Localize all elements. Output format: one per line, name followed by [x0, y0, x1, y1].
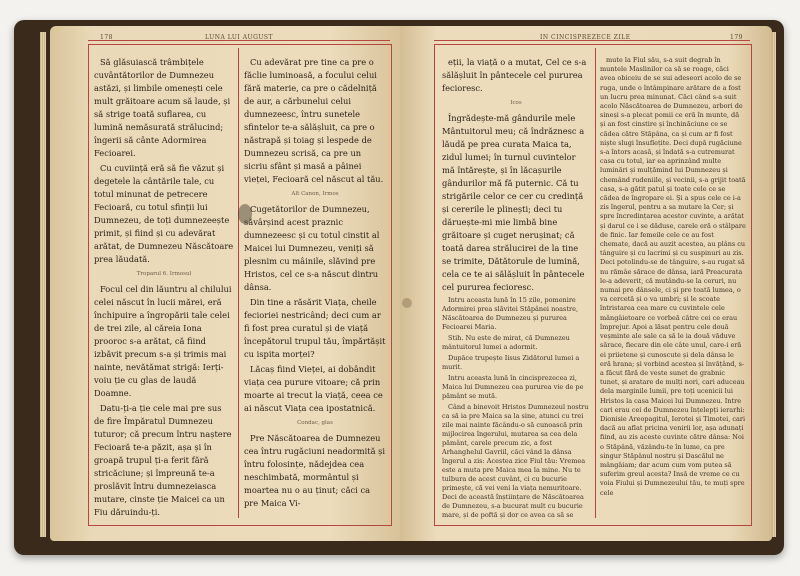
right-column-2: [600, 56, 746, 500]
rubric-title: Icos: [510, 100, 522, 106]
paragraph: Lăcaș fiind Vieței, ai dobândit viața cea purure vitoare; că prin moarte ai trecut la viață, ceea ce ai născut Viața cea ipostatnică.: [244, 364, 383, 413]
rubric-note: Troparul 6. Irmosul: [136, 271, 192, 277]
left-column-2: [244, 56, 386, 512]
small-paragraph: Când a binevoit Hristos Dumnezeul nostru ca să ia pre Maica sa la sine, atunci cu trei zile mai nainte făcându-o să cunoască prin mijlocirea îngerului, mutarea sa cea dela pământ, carele precum zic, a fost Arhanghelul Gavriil, căci vând la dânsa îngerul a zis: Acestea zice Fiul tău: Vremea este a muta pre Maica mea la mine. Nu te tulbura de acest cuvânt, ci cu bucurie primește, că vei veni la viața nemuritoare. Deci de această înștiințare de Născătoarea de Dumnezeu, s-a bucurat mult cu bucurie mare, și de poftă și dor ce avea ca să se: [442, 403, 589, 519]
right-page: [400, 26, 772, 541]
right-column-1: [442, 56, 590, 522]
paragraph: Îngrădește-mă gândurile mele Mântuitorul meu; că îndrăznesc a lăudă pe prea curata Maica ta, zidul lumei; în turnul cuvintelor mă întărește, și în lăcașurile gândurilor mă fă puternic. Că tu strigările celor ce cer cu credință și cererile le plinești; deci tu dăruește-mi mie limbă bine grăitoare și cuget nerușinat; că toată darea strălucirei de la tine se trimite, Dătătorule de lumină, cela ce te ai sălășluit în pântecele cel pururea fecioresc.: [442, 113, 585, 292]
left-header-title: LUNA LUI AUGUST: [205, 34, 274, 41]
left-page-number: 178: [100, 34, 113, 41]
paragraph: Focul cel din lăuntru al chilului celei născut în lucii mărei, eră închipuire a îngropării tale celei de trei zile, al căreia Iona prooroc s-a arătat, că fiind izbăvit precum s-a și trimis mai nainte, nevătămat strigă: Ierți-voiu ție cu glas de laudă Doamne.: [94, 284, 232, 398]
small-paragraph: Dupăce trupește Iisus Zidătorul lumei a murit.: [442, 354, 580, 371]
page-stain: [402, 298, 412, 308]
rubric-note: Alt Canon, Irmos: [291, 191, 339, 197]
page-edges-left: [40, 32, 46, 537]
left-column-divider: [238, 48, 239, 518]
right-column-divider: [595, 48, 596, 518]
small-paragraph: Stih. Nu este de mirat, că Dumnezeu mântuitorul lumei a adormit.: [442, 334, 570, 351]
left-column-1: [94, 56, 234, 521]
paragraph: Din tine a răsărit Viața, cheile fecioriei nestricând; deci cum ar fi fost prea curatul și de viață începătorul trupul tău, împărtășit cu ispita morței?: [244, 297, 386, 359]
paragraph: eții, la viață o a mutat, Cel ce s-a sălășluit în pântecele cel pururea fecioresc.: [442, 57, 587, 93]
small-paragraph: Intru aceasta lună în cincisprezecea zi, Maica lui Dumnezeu cea pururea vie de pe pământ se mută.: [442, 374, 584, 400]
paragraph: Cu adevărat pre tine ca pre o făclie luminoasă, a focului celui fără materie, ca pre o cădelniță de aur, a cărbunelui celui dumnezeesc, întru sunetele sfintelor te-a sălășluit, ca pre o năstrapă și toiag și lespede de Dumnezeu scrisă, ca pre un sicriu sfânt și masă a pâinei vieței, Fecioară cel născut al tău.: [244, 57, 384, 184]
ink-smudge: [238, 204, 252, 224]
paragraph: Cugetătorilor de Dumnezeu, săvârșind acest praznic dumnezeesc și cu totul cinstit al Maicei lui Dumnezeu, veniți să plesnim cu mâinile, slăvind pre Hristos, cel ce s-a născut dintru dânsa.: [244, 204, 380, 292]
paragraph: Pre Născătoarea de Dumnezeu cea întru rugăciuni neadormită și întru folosințe, nădejdea cea neschimbată, mormântul și moartea nu o au ținut; căci ca pre Maica Vi-: [244, 433, 386, 508]
synaxarion-notes: [442, 296, 590, 520]
right-page-number: 179: [730, 34, 743, 41]
right-header-title: IN CINCISPREZECE ZILE: [540, 34, 631, 41]
paragraph: Datu-ți-a ție cele mai pre sus de fire Împăratul Dumnezeu tuturor; că precum întru naștere Fecioară te-a păzit, așa și în groapă trupul ți-a ferit fără stricăciune; și împreună te-a proslăvit întru dumnezeiasca mutare, cinste ție Maicei ca un Fiu dăruindu-ți.: [94, 403, 232, 517]
small-paragraph: Intru aceasta lună în 15 zile, pomenire Adormirei prea slăvitei Stăpânei noastre, Născătoarea de Dumnezeu și pururea Fecioarei Maria.: [442, 296, 579, 331]
left-page: [50, 26, 400, 541]
rubric-note: Condac, glas: [297, 420, 333, 426]
paragraph: Să glăsuiască trâmbițele cuvântătorilor de Dumnezeu astăzi, și limbile omenești cele mult grăitoare acum să laude, și să strige toată suflarea, cu lumină nemăsurată strălucind; îngerii să cânte Adormirea Fecioarei.: [94, 57, 231, 158]
paragraph: Cu cuviință eră să fie văzut și degetele la cântările tale, cu totul minunat de petrecere Fecioară, cu totul sfinții lui Dumnezeu, de toți dumnezeește primit, și fiind și cu adevărat arătat, de Dumnezeu Născătoare prea lăudată.: [94, 163, 234, 264]
paragraph: mute la Fiul său, s-a suit degrab în muntele Maslinilor ca să se roage, căci avea obiceiu de se sui adeseori acolo de se ruga, unde o întâmpinare arătare de a fost un lucru prea minunat. Căci când s-a suit acolo Născătoarea de Dumnezeu, arbori de sineși s-a plecat pomii ce eră în munte, dă și an fost cinstire și închinăciune ce se cădea către Stăpâna, ca și cum ar fi fost niște slugi însuflețite. Deci după rugăciune s-a întors acasă, și îndată s-a cutremurat casa cu totul, iar ea aprinzând multe luminări și mulțămind lui Dumnezeu și chemând rudeniile, și vecinii, s-a grijit toată casa, s-a gătit patul și toate cele ce se cădea de îngropare ei. Și a spus cele ce i-a zis îngerul, pentru a sa mutare la Cer; și spre încredințarea acestor cuvinte, a arătat și darul ce i se dăduse, carele eră o stâlpare de finic. Iar femeile cele ce au fost chemate, dacă au auzit acestea, au plâns cu tânguire și cu lacrimi și cu suspinuri au zis. Deci potolindu-se de tânguire, s-au rugat să nu rămâe sărace de dânsa, iară Preacurata le-a adeverit, că mutându-se la ceruri, nu numai pre dânsele, ci și pre toată lumea, o va cercetă și o va umbri; și le scoate întristarea cea mare cu cuvintele cele mângâietoare ce vorbeă către cei ce erau împrejur. Apoi a lăsat pentru cele două veșminte ale sale ca să le ia două văduve sărace, fiecare din ele câte unul, care-i eră ei priietene și cunoscute și dela dânsa le eră hrana; și vorbind acestea și învățând, s-a făcut fără de veste sunet de grabnic tunet, și aratare de mulți nori, cari aduceau dela marginile lumii, pre toți ucenicii lui Hristos la casa Maicei lui Dumnezeu. Intre cari erau cei de Dumnezeu înțelepți ierarhi: Dionisie Areopagitul, Ierotei și Timotei, cari dacă au aflat pricina venirii lor, așa adunați fiind, au zis aceste cuvinte către dânsa: Noi o Stăpână, văzându-te în lume, ca pre singur Stăpânul nostru și Dascălul ne mângâiam; dar acum cum vom putea să suferim greul acesta? Insă de vreme ce cu voia Fiului și Dumnezeului tău, te muți spre cele: [600, 56, 746, 497]
